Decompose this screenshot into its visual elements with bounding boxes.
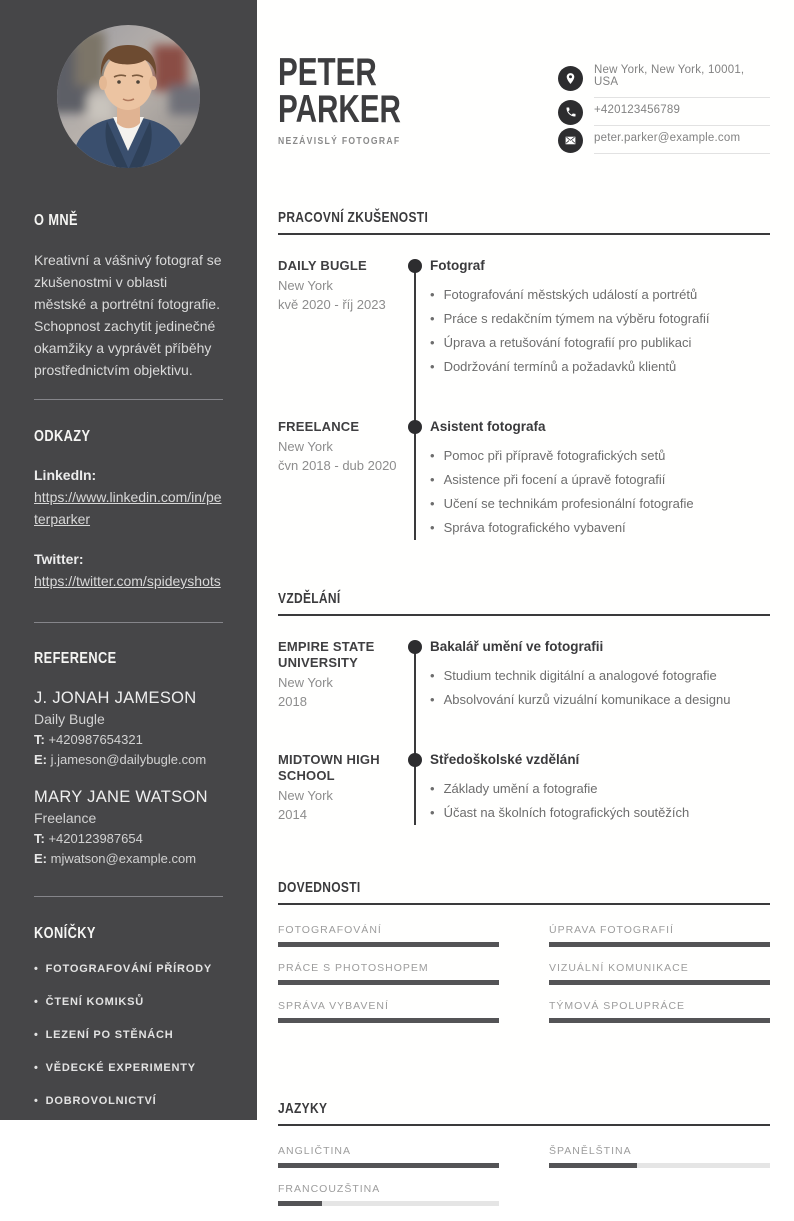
- language-item: [549, 1145, 770, 1168]
- company-name: FREELANCE: [278, 419, 360, 434]
- bullet-item: [430, 668, 770, 684]
- language-label: FRANCOUZŠTINA: [278, 1183, 381, 1195]
- contact-phone-text: +420123456789: [594, 98, 770, 126]
- skill-bar-track: [278, 942, 499, 947]
- contact-list: [558, 58, 770, 154]
- experience-heading: PRACOVNÍ ZKUŠENOSTI: [278, 209, 770, 235]
- bullet-text: • Dodržování termínů a požadavků klientů: [443, 359, 677, 374]
- email-label: E:: [34, 851, 47, 866]
- employment-dates: kvě 2020 - říj 2023: [278, 297, 386, 312]
- school-name: EMPIRE STATE UNIVERSITY: [278, 639, 375, 670]
- entry-detail-column: [415, 419, 770, 544]
- entry-detail-column: [415, 639, 770, 716]
- hobbies-section: [34, 925, 223, 1108]
- main-content: [257, 0, 794, 1195]
- school-location: New York: [278, 788, 333, 803]
- skill-item: [278, 962, 499, 985]
- languages-section: [278, 1100, 770, 1221]
- hobby-item: • DOBROVOLNICTVÍ: [34, 1094, 223, 1108]
- about-heading: O MNĚ: [34, 212, 78, 229]
- skill-label: ÚPRAVA FOTOGRAFIÍ: [549, 924, 674, 936]
- bullet-item: [430, 520, 770, 536]
- skill-label: VIZUÁLNÍ KOMUNIKACE: [549, 962, 689, 974]
- bullet-text: • Účast na školních fotografických soutěžích: [443, 805, 690, 820]
- experience-entry: [278, 419, 770, 544]
- sidebar-divider: [34, 622, 223, 623]
- bullet-item: [430, 472, 770, 488]
- reference-phone: [34, 831, 223, 846]
- email-value: mjwatson@example.com: [50, 851, 197, 866]
- phone-value: +420987654321: [48, 732, 143, 747]
- email-value: j.jameson@dailybugle.com: [50, 752, 207, 767]
- bullet-item: [430, 448, 770, 464]
- hobby-list: [34, 962, 223, 1108]
- hobby-item: • LEZENÍ PO STĚNÁCH: [34, 1028, 223, 1042]
- profile-photo: [57, 25, 200, 168]
- bullet-item: [430, 359, 770, 375]
- entry-detail-column: [415, 258, 770, 383]
- phone-value: +420123987654: [48, 831, 143, 846]
- skill-item: [278, 924, 499, 947]
- entry-meta-column: [278, 258, 415, 383]
- language-bar-fill: [549, 1163, 637, 1168]
- timeline-dot: [408, 259, 422, 273]
- reference-email: [34, 851, 223, 866]
- link-item-linkedin: [34, 464, 223, 530]
- job-role: NEZÁVISLÝ FOTOGRAF: [278, 135, 401, 147]
- school-location: New York: [278, 675, 333, 690]
- language-label: ANGLIČTINA: [278, 1145, 352, 1157]
- skill-item: [278, 1000, 499, 1023]
- timeline-dot: [408, 753, 422, 767]
- skills-grid: [278, 924, 770, 1038]
- bullet-text: • Úprava a retušování fotografií pro publikaci: [443, 335, 692, 350]
- reference-item: [34, 787, 223, 866]
- skill-item: [549, 962, 770, 985]
- skill-bar-fill: [278, 980, 499, 985]
- job-bullets: [430, 287, 770, 375]
- bullet-item: [430, 805, 770, 821]
- job-bullets: [430, 448, 770, 536]
- link-item-twitter: [34, 548, 223, 592]
- last-name: PARKER: [278, 88, 401, 131]
- timeline-dot: [408, 420, 422, 434]
- bullet-item: [430, 781, 770, 797]
- reference-name: MARY JANE WATSON: [34, 788, 208, 806]
- bullet-text: • Studium technik digitální a analogové fotografie: [443, 668, 717, 683]
- hobby-item: • FOTOGRAFOVÁNÍ PŘÍRODY: [34, 962, 223, 976]
- linkedin-link[interactable]: https://www.linkedin.com/in/peterparker: [34, 489, 222, 527]
- bullet-text: • Základy umění a fotografie: [443, 781, 598, 796]
- skills-heading: DOVEDNOSTI: [278, 879, 770, 905]
- company-location: New York: [278, 439, 333, 454]
- languages-grid: [278, 1145, 770, 1221]
- entry-meta-column: [278, 639, 415, 716]
- skill-bar-track: [549, 942, 770, 947]
- link-label: Twitter:: [34, 551, 84, 567]
- graduation-year: 2018: [278, 694, 307, 709]
- name-block: [278, 52, 440, 147]
- hobby-item: • ČTENÍ KOMIKSŮ: [34, 995, 223, 1009]
- about-section: [34, 212, 223, 381]
- language-item: [278, 1145, 499, 1168]
- entry-detail-column: [415, 752, 770, 829]
- skill-bar-track: [549, 980, 770, 985]
- sidebar-divider: [34, 896, 223, 897]
- job-title: Asistent fotografa: [430, 419, 546, 434]
- bullet-text: • Práce s redakčním týmem na výběru fotografií: [443, 311, 710, 326]
- profile-photo-graphic: [57, 25, 200, 168]
- reference-email: [34, 752, 223, 767]
- phone-icon: [558, 100, 583, 125]
- location-icon: [558, 66, 583, 91]
- hobbies-heading: KONÍČKY: [34, 925, 96, 942]
- experience-entries: [278, 258, 770, 544]
- skill-bar-fill: [549, 1018, 770, 1023]
- phone-label: T:: [34, 831, 45, 846]
- reference-company: Daily Bugle: [34, 711, 105, 727]
- bullet-item: [430, 311, 770, 327]
- links-section: [34, 428, 223, 592]
- language-item: [278, 1183, 499, 1206]
- languages-heading: JAZYKY: [278, 1100, 770, 1126]
- bullet-text: • Učení se technikám profesionální fotografie: [443, 496, 694, 511]
- education-section: [278, 590, 770, 829]
- experience-section: [278, 209, 770, 544]
- contact-email-text: peter.parker@example.com: [594, 126, 770, 154]
- references-heading: REFERENCE: [34, 650, 117, 667]
- skill-label: TÝMOVÁ SPOLUPRÁCE: [549, 1000, 686, 1012]
- language-bar-fill: [278, 1201, 322, 1206]
- skill-bar-track: [278, 980, 499, 985]
- contact-email: [558, 126, 770, 154]
- bullet-text: • Fotografování městských událostí a portrétů: [443, 287, 698, 302]
- sidebar-divider: [34, 399, 223, 400]
- skill-item: [549, 1000, 770, 1023]
- education-heading: VZDĚLÁNÍ: [278, 590, 770, 616]
- degree-title: Středoškolské vzdělání: [430, 752, 580, 767]
- contact-location-text: New York, New York, 10001, USA: [594, 58, 770, 98]
- language-bar-track: [278, 1201, 499, 1206]
- entry-meta-column: [278, 419, 415, 544]
- employment-dates: čvn 2018 - dub 2020: [278, 458, 397, 473]
- bullet-item: [430, 496, 770, 512]
- bullet-text: • Správa fotografického vybavení: [443, 520, 626, 535]
- skill-label: PRÁCE S PHOTOSHOPEM: [278, 962, 429, 974]
- experience-entry: [278, 258, 770, 383]
- header: [278, 52, 770, 154]
- skill-bar-track: [278, 1018, 499, 1023]
- twitter-link[interactable]: https://twitter.com/spideyshots: [34, 573, 221, 589]
- skill-item: [549, 924, 770, 947]
- reference-phone: [34, 732, 223, 747]
- reference-item: [34, 688, 223, 767]
- bullet-item: [430, 287, 770, 303]
- phone-label: T:: [34, 732, 45, 747]
- bullet-text: • Absolvování kurzů vizuální komunikace a designu: [443, 692, 731, 707]
- school-name: MIDTOWN HIGH SCHOOL: [278, 752, 380, 783]
- link-label: LinkedIn:: [34, 467, 97, 483]
- skill-bar-fill: [278, 1018, 499, 1023]
- links-heading: ODKAZY: [34, 428, 91, 445]
- bullet-item: [430, 335, 770, 351]
- education-entries: [278, 639, 770, 829]
- email-label: E:: [34, 752, 47, 767]
- degree-title: Bakalář umění ve fotografii: [430, 639, 604, 654]
- company-name: DAILY BUGLE: [278, 258, 367, 273]
- reference-company: Freelance: [34, 810, 97, 826]
- skill-label: FOTOGRAFOVÁNÍ: [278, 924, 382, 936]
- contact-phone: [558, 98, 770, 126]
- bullet-item: [430, 692, 770, 708]
- first-name: PETER: [278, 51, 377, 94]
- skill-bar-track: [549, 1018, 770, 1023]
- language-label: ŠPANĚLŠTINA: [549, 1145, 632, 1157]
- job-title: Fotograf: [430, 258, 485, 273]
- skill-bar-fill: [278, 942, 499, 947]
- skill-bar-fill: [549, 980, 770, 985]
- hobby-item: • VĚDECKÉ EXPERIMENTY: [34, 1061, 223, 1075]
- about-text: Kreativní a vášnivý fotograf se zkušenostmi v oblasti městské a portrétní fotografie. Schopnost zachytit jedinečné okamžiky a vyprávět příběhy prostřednictvím objektivu.: [34, 252, 222, 378]
- skill-bar-fill: [549, 942, 770, 947]
- skills-section: [278, 879, 770, 1038]
- education-entry: [278, 752, 770, 829]
- language-bar-track: [549, 1163, 770, 1168]
- language-bar-track: [278, 1163, 499, 1168]
- references-section: [34, 650, 223, 866]
- entry-meta-column: [278, 752, 415, 829]
- contact-location: [558, 58, 770, 98]
- reference-name: J. JONAH JAMESON: [34, 689, 197, 707]
- degree-bullets: [430, 781, 770, 821]
- education-entry: [278, 639, 770, 716]
- graduation-year: 2014: [278, 807, 307, 822]
- email-icon: [558, 128, 583, 153]
- skill-label: SPRÁVA VYBAVENÍ: [278, 1000, 389, 1012]
- language-bar-fill: [278, 1163, 499, 1168]
- bullet-text: • Pomoc při přípravě fotografických setů: [443, 448, 666, 463]
- timeline-dot: [408, 640, 422, 654]
- degree-bullets: [430, 668, 770, 708]
- company-location: New York: [278, 278, 333, 293]
- bullet-text: • Asistence při focení a úpravě fotografií: [443, 472, 666, 487]
- sidebar: [0, 0, 257, 1120]
